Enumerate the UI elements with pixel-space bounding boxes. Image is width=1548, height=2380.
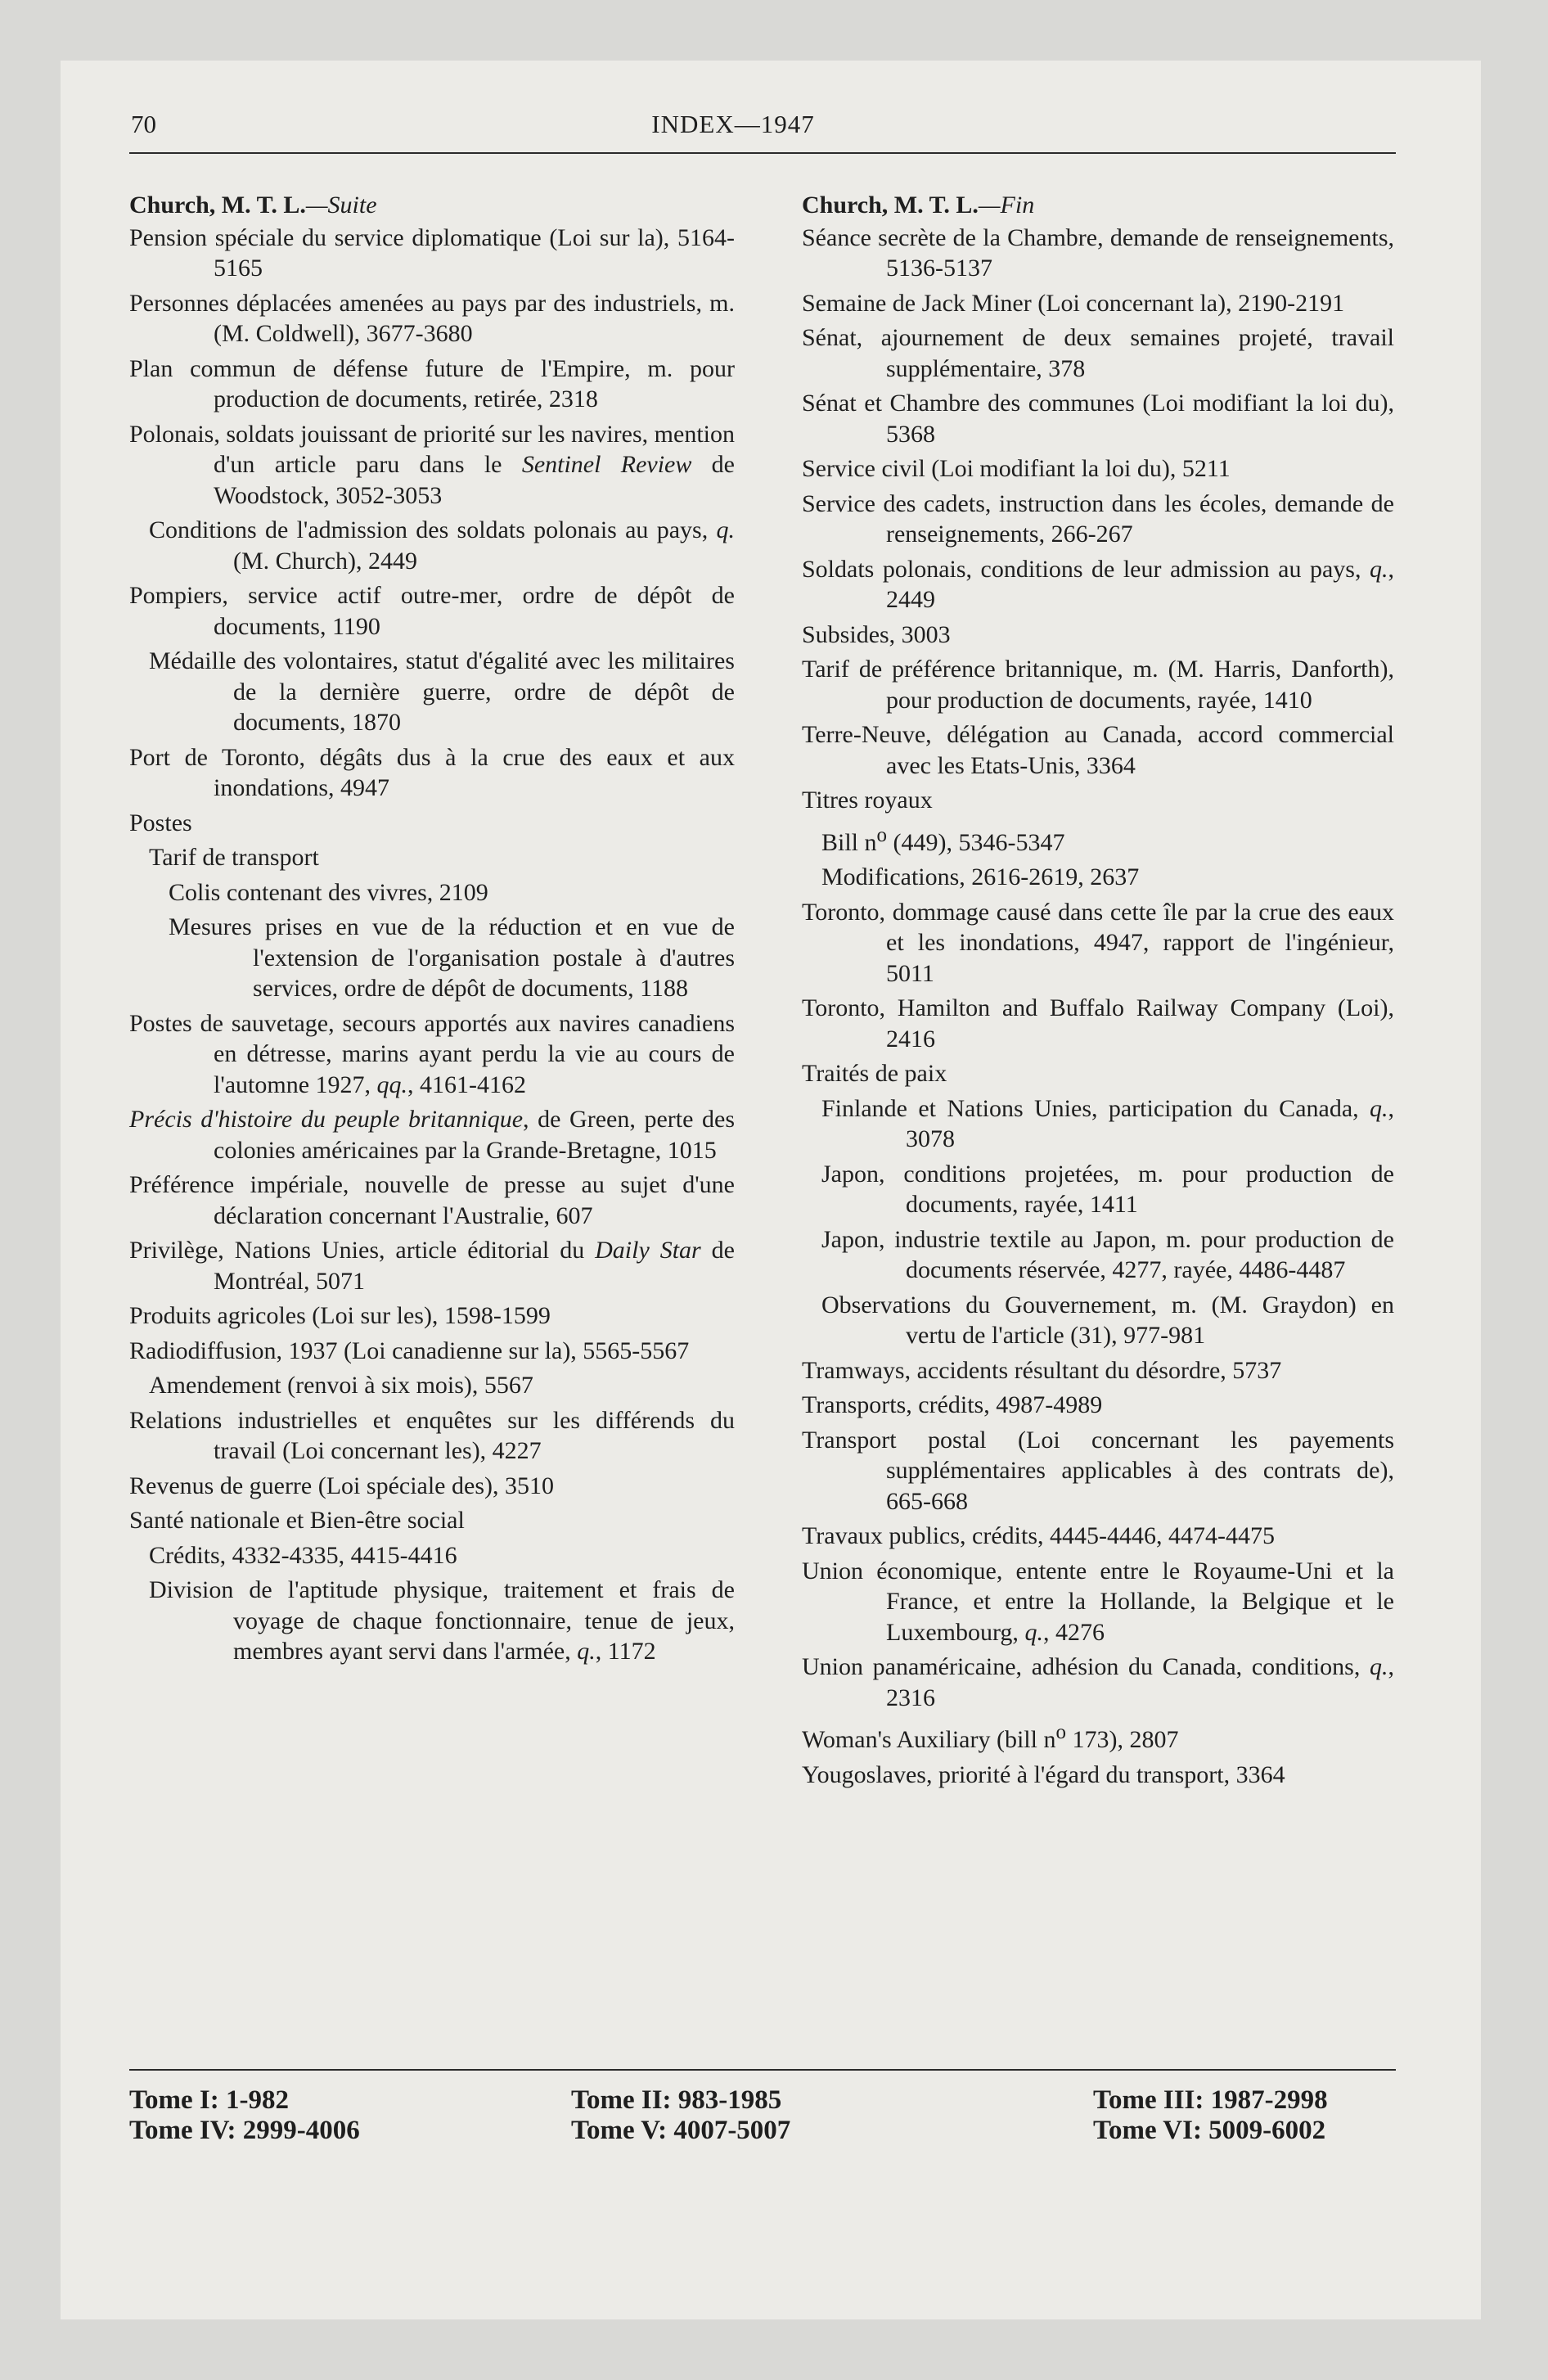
- right-entries: [802, 223, 1394, 1791]
- index-entry: Bill $n^o$ (449), 5346-5347: [821, 823, 1065, 856]
- left-heading-name: Church, M. T. L.: [129, 192, 306, 219]
- footer-rule: [129, 2069, 1396, 2071]
- page-title: INDEX—1947: [651, 110, 815, 138]
- left-entries: [129, 223, 735, 1667]
- index-entry: Produits agricoles (Loi sur les), 1598-1599: [129, 1302, 551, 1329]
- header-rule: [129, 152, 1396, 154]
- index-entry: Précis d'histoire du peuple britannique, de Green, perte des colonies américaines par la Grande-Bretagne, 1015: [129, 1106, 735, 1164]
- index-entry: Soldats polonais, conditions de leur admission au pays, q., 2449: [802, 555, 1394, 613]
- index-entry: Postes: [129, 809, 192, 836]
- index-entry: Semaine de Jack Miner (Loi concernant la), 2190-2191: [802, 289, 1345, 317]
- footer-column-3: [1093, 2085, 1328, 2146]
- index-entry: Toronto, dommage causé dans cette île par la crue des eaux et les inondations, 4947, rapport de l'ingénieur, 5011: [802, 898, 1394, 987]
- index-entry: Titres royaux: [802, 787, 933, 814]
- index-entry: Pompiers, service actif outre-mer, ordre de dépôt de documents, 1190: [129, 582, 735, 640]
- volume-range: Tome I: 1-982: [129, 2085, 289, 2115]
- index-entry: Médaille des volontaires, statut d'égalité avec les militaires de la dernière guerre, ordre de dépôt de documents, 1870: [149, 647, 735, 736]
- right-heading-name: Church, M. T. L.: [802, 192, 979, 219]
- index-entry: Union panaméricaine, adhésion du Canada, conditions, q., 2316: [802, 1653, 1394, 1711]
- index-entry: Service civil (Loi modifiant la loi du), 5211: [802, 455, 1231, 482]
- volume-range: Tome V: 4007-5007: [571, 2116, 791, 2145]
- index-entry: Transport postal (Loi concernant les payements supplémentaires applicables à des contrats de), 665-668: [802, 1426, 1394, 1515]
- index-entry: Relations industrielles et enquêtes sur les différends du travail (Loi concernant les), 4227: [129, 1406, 735, 1464]
- index-entry: Tramways, accidents résultant du désordre, 5737: [802, 1356, 1282, 1384]
- index-entry: Colis contenant des vivres, 2109: [169, 878, 488, 906]
- right-column: [802, 190, 1394, 1794]
- index-entry: Observations du Gouvernement, m. (M. Graydon) en vertu de l'article (31), 977-981: [821, 1291, 1394, 1349]
- left-column: [129, 190, 735, 1671]
- index-entry: Préférence impériale, nouvelle de presse au sujet d'une déclaration concernant l'Australie, 607: [129, 1171, 735, 1229]
- index-entry: Tarif de préférence britannique, m. (M. Harris, Danforth), pour production de documents, rayée, 1410: [802, 656, 1394, 714]
- index-entry: Amendement (renvoi à six mois), 5567: [149, 1372, 533, 1399]
- index-entry: Terre-Neuve, délégation au Canada, accord commercial avec les Etats-Unis, 3364: [802, 721, 1394, 779]
- index-entry: Yougoslaves, priorité à l'égard du transport, 3364: [802, 1760, 1285, 1788]
- index-entry: Revenus de guerre (Loi spéciale des), 3510: [129, 1472, 554, 1499]
- index-entry: Division de l'aptitude physique, traitement et frais de voyage de chaque fonctionnaire, tenue de jeux, membres ayant servi dans l'armée, q., 1172: [149, 1576, 735, 1665]
- footer-column-2: [571, 2085, 790, 2146]
- index-entry: Conditions de l'admission des soldats polonais au pays, q. (M. Church), 2449: [149, 516, 735, 575]
- index-entry: Travaux publics, crédits, 4445-4446, 4474-4475: [802, 1522, 1275, 1549]
- left-column-heading: [129, 190, 735, 221]
- index-entry: Santé nationale et Bien-être social: [129, 1507, 465, 1534]
- page-header: [70, 110, 1396, 146]
- index-entry: Privilège, Nations Unies, article éditorial du Daily Star de Montréal, 5071: [129, 1237, 735, 1295]
- index-entry: Woman's Auxiliary (bill $n^o$ 173), 2807: [802, 1721, 1179, 1753]
- index-entry: Japon, industrie textile au Japon, m. pour production de documents réservée, 4277, rayée, 4486-4487: [821, 1225, 1394, 1283]
- right-heading-suffix: —Fin: [978, 192, 1035, 219]
- volume-range: Tome IV: 2999-4006: [129, 2116, 360, 2145]
- index-entry: Modifications, 2616-2619, 2637: [821, 863, 1140, 890]
- footer-column-1: [129, 2085, 360, 2146]
- index-entry: Plan commun de défense future de l'Empire, m. pour production de documents, retirée, 2318: [129, 354, 735, 412]
- volume-footer: [129, 2085, 1396, 2167]
- index-entry: Polonais, soldats jouissant de priorité sur les navires, mention d'un article paru dans le Sentinel Review de Woodstock, 3052-3053: [129, 420, 735, 509]
- left-heading-suffix: —Suite: [305, 192, 377, 219]
- volume-range: Tome VI: 5009-6002: [1093, 2116, 1326, 2145]
- index-entry: Finlande et Nations Unies, participation du Canada, q., 3078: [821, 1094, 1394, 1152]
- index-entry: Sénat et Chambre des communes (Loi modifiant la loi du), 5368: [802, 390, 1394, 448]
- index-entry: Traités de paix: [802, 1060, 947, 1087]
- page-number: 70: [131, 110, 156, 138]
- index-entry: Tarif de transport: [149, 844, 319, 871]
- index-entry: Port de Toronto, dégâts dus à la crue des eaux et aux inondations, 4947: [129, 743, 735, 801]
- index-entry: Postes de sauvetage, secours apportés aux navires canadiens en détresse, marins ayant perdu la vie au cours de l'automne 1927, qq., 4161-4162: [129, 1009, 735, 1098]
- volume-range: Tome II: 983-1985: [571, 2085, 782, 2115]
- index-entry: Séance secrète de la Chambre, demande de renseignements, 5136-5137: [802, 223, 1394, 282]
- index-entry: Japon, conditions projetées, m. pour production de documents, rayée, 1411: [821, 1160, 1394, 1218]
- index-entry: Crédits, 4332-4335, 4415-4416: [149, 1541, 457, 1569]
- index-entry: Subsides, 3003: [802, 620, 951, 648]
- index-entry: Radiodiffusion, 1937 (Loi canadienne sur la), 5565-5567: [129, 1336, 690, 1364]
- index-entry: Pension spéciale du service diplomatique (Loi sur la), 5164-5165: [129, 223, 735, 282]
- index-entry: Mesures prises en vue de la réduction et en vue de l'extension de l'organisation postale à d'autres services, ordre de dépôt de documents, 1188: [169, 913, 735, 1002]
- index-entry: Service des cadets, instruction dans les écoles, demande de renseignements, 266-267: [802, 489, 1394, 548]
- index-entry: Personnes déplacées amenées au pays par des industriels, m. (M. Coldwell), 3677-3680: [129, 289, 735, 347]
- index-entry: Transports, crédits, 4987-4989: [802, 1391, 1103, 1418]
- right-column-heading: [802, 190, 1394, 221]
- index-entry: Toronto, Hamilton and Buffalo Railway Company (Loi), 2416: [802, 994, 1394, 1053]
- volume-range: Tome III: 1987-2998: [1093, 2085, 1328, 2115]
- index-entry: Union économique, entente entre le Royaume-Uni et la France, et entre la Hollande, la Belgique et le Luxembourg, q., 4276: [802, 1557, 1394, 1646]
- index-entry: Sénat, ajournement de deux semaines projeté, travail supplémentaire, 378: [802, 324, 1394, 382]
